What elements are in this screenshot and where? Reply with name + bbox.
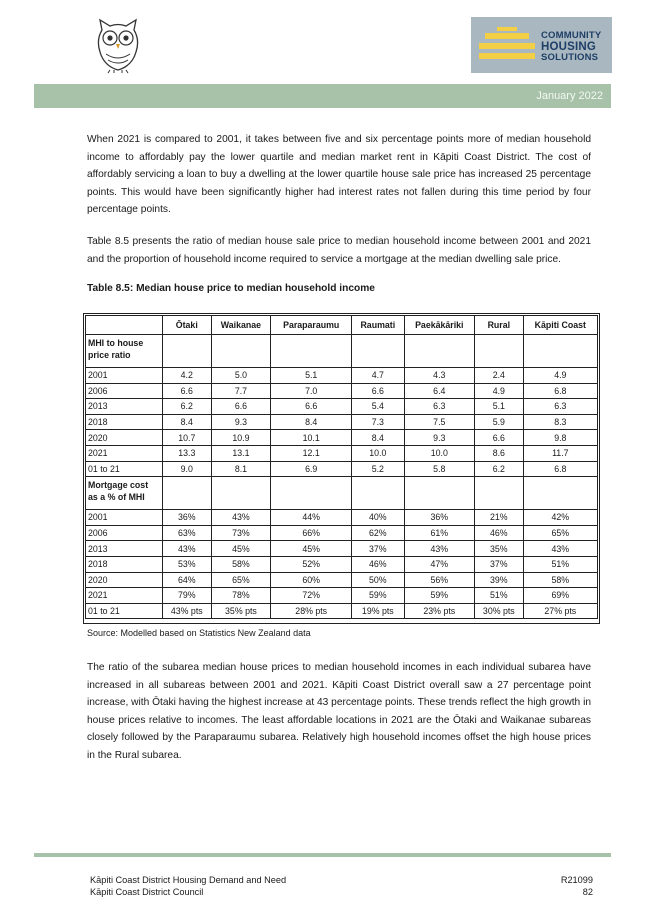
ratio-table <box>85 315 598 619</box>
table-cell: 51% <box>523 556 597 572</box>
empty-cell <box>523 477 597 510</box>
table-cell: 8.4 <box>271 414 352 430</box>
table-cell: 5.9 <box>475 414 524 430</box>
table-cell: 43% <box>404 541 475 557</box>
table-cell: 10.9 <box>211 430 271 446</box>
empty-cell <box>352 335 404 368</box>
empty-cell <box>163 335 212 368</box>
empty-cell <box>404 335 475 368</box>
footer-left <box>90 874 286 898</box>
table-cell: 73% <box>211 525 271 541</box>
footer-council: Kāpiti Coast District Council <box>90 887 204 897</box>
table-cell: 10.7 <box>163 430 212 446</box>
table-cell: 4.9 <box>475 383 524 399</box>
header-cell-otaki: Ōtaki <box>163 316 212 335</box>
table-row <box>86 445 598 461</box>
empty-cell <box>523 335 597 368</box>
table-cell: 10.0 <box>352 445 404 461</box>
table-cell: 43% <box>523 541 597 557</box>
table-cell: 44% <box>271 510 352 526</box>
table-row <box>86 510 598 526</box>
table-cell: 43% <box>211 510 271 526</box>
table-cell: 4.3 <box>404 368 475 384</box>
table-row <box>86 399 598 415</box>
table-cell: 6.4 <box>404 383 475 399</box>
empty-cell <box>211 335 271 368</box>
header-cell-raumati: Raumati <box>352 316 404 335</box>
table-frame <box>83 313 600 624</box>
table-cell: 6.8 <box>523 383 597 399</box>
table-cell: 52% <box>271 556 352 572</box>
header-cell-waikanae: Waikanae <box>211 316 271 335</box>
table-cell: 66% <box>271 525 352 541</box>
table-cell: 60% <box>271 572 352 588</box>
table-row <box>86 414 598 430</box>
table-row <box>86 603 598 619</box>
table-cell: 65% <box>211 572 271 588</box>
table-cell: 45% <box>271 541 352 557</box>
table-cell: 5.2 <box>352 461 404 477</box>
table-cell: 7.3 <box>352 414 404 430</box>
table-cell: 69% <box>523 588 597 604</box>
header-cell-rural: Rural <box>475 316 524 335</box>
empty-cell <box>404 477 475 510</box>
row-label: 2013 <box>86 399 163 415</box>
table-cell: 6.2 <box>163 399 212 415</box>
row-label: 2018 <box>86 414 163 430</box>
community-housing-solutions-logo <box>471 17 612 73</box>
empty-cell <box>163 477 212 510</box>
table-cell: 6.6 <box>163 383 212 399</box>
house-lines-icon <box>479 27 537 63</box>
table-cell: 9.3 <box>211 414 271 430</box>
table-cell: 5.4 <box>352 399 404 415</box>
table-cell: 42% <box>523 510 597 526</box>
table-row <box>86 572 598 588</box>
table-cell: 13.3 <box>163 445 212 461</box>
table-cell: 6.8 <box>523 461 597 477</box>
table-cell: 36% <box>163 510 212 526</box>
table-row <box>86 461 598 477</box>
table-row <box>86 368 598 384</box>
empty-cell <box>475 477 524 510</box>
table-cell: 6.2 <box>475 461 524 477</box>
table-cell: 58% <box>211 556 271 572</box>
table-cell: 46% <box>352 556 404 572</box>
section-header-row <box>86 335 598 368</box>
section-label: Mortgage cost as a % of MHI <box>86 477 163 510</box>
table-cell: 35% pts <box>211 603 271 619</box>
table-cell: 47% <box>404 556 475 572</box>
table-cell: 35% <box>475 541 524 557</box>
table-cell: 7.7 <box>211 383 271 399</box>
footer-report-code: R21099 <box>560 875 593 885</box>
empty-cell <box>271 477 352 510</box>
table-cell: 6.3 <box>404 399 475 415</box>
table-cell: 8.4 <box>163 414 212 430</box>
footer-right <box>561 874 593 898</box>
table-cell: 28% pts <box>271 603 352 619</box>
table-cell: 12.1 <box>271 445 352 461</box>
table-cell: 50% <box>352 572 404 588</box>
table-cell: 10.0 <box>404 445 475 461</box>
row-label: 2020 <box>86 572 163 588</box>
table-cell: 59% <box>404 588 475 604</box>
row-label: 01 to 21 <box>86 461 163 477</box>
header-cell-paekakariki: Paekākāriki <box>404 316 475 335</box>
table-cell: 53% <box>163 556 212 572</box>
paragraph-3: The ratio of the subarea median house prices to median household incomes in each individual subarea have increased in all subareas between 2001 and 2021. Kāpiti Coast District overall saw a 27 percentage point increase, with Ōtaki having the highest increase at 43 percentage points. These trends reflect the high growth in house prices relative to incomes. The least affordable locations in 2021 are the Ōtaki and Waikanae subareas closely followed by the Paraparaumu subarea. Relatively high household incomes offset the high house prices in the Rural subarea. <box>87 662 591 761</box>
table-cell: 9.8 <box>523 430 597 446</box>
table-cell: 6.9 <box>271 461 352 477</box>
table-cell: 8.3 <box>523 414 597 430</box>
header-date: January 2022 <box>536 90 603 102</box>
table-cell: 6.6 <box>271 399 352 415</box>
empty-cell <box>475 335 524 368</box>
table-cell: 9.3 <box>404 430 475 446</box>
row-label: 2018 <box>86 556 163 572</box>
table-cell: 61% <box>404 525 475 541</box>
row-label: 2001 <box>86 368 163 384</box>
table-cell: 65% <box>523 525 597 541</box>
table-cell: 4.2 <box>163 368 212 384</box>
table-cell: 7.0 <box>271 383 352 399</box>
table-cell: 5.0 <box>211 368 271 384</box>
table-cell: 13.1 <box>211 445 271 461</box>
footer-page-number: 82 <box>582 887 593 897</box>
row-label: 2021 <box>86 445 163 461</box>
table-cell: 8.1 <box>211 461 271 477</box>
table-row <box>86 541 598 557</box>
section-label: MHI to house price ratio <box>86 335 163 368</box>
header-cell-blank <box>86 316 163 335</box>
table-source: Source: Modelled based on Statistics New Zealand data <box>87 628 311 638</box>
table-row <box>86 556 598 572</box>
table-cell: 8.6 <box>475 445 524 461</box>
logo-word-3: SOLUTIONS <box>541 52 599 63</box>
table-cell: 56% <box>404 572 475 588</box>
table-row <box>86 383 598 399</box>
table-cell: 5.8 <box>404 461 475 477</box>
table-header-row <box>86 316 598 335</box>
empty-cell <box>271 335 352 368</box>
row-label: 2021 <box>86 588 163 604</box>
table-cell: 78% <box>211 588 271 604</box>
table-cell: 36% <box>404 510 475 526</box>
row-label: 2013 <box>86 541 163 557</box>
section-header-row <box>86 477 598 510</box>
table-cell: 8.4 <box>352 430 404 446</box>
table-cell: 4.9 <box>523 368 597 384</box>
table-cell: 30% pts <box>475 603 524 619</box>
table-cell: 59% <box>352 588 404 604</box>
table-cell: 72% <box>271 588 352 604</box>
table-cell: 37% <box>352 541 404 557</box>
table-cell: 58% <box>523 572 597 588</box>
table-cell: 19% pts <box>352 603 404 619</box>
table-cell: 46% <box>475 525 524 541</box>
row-label: 2006 <box>86 525 163 541</box>
table-cell: 21% <box>475 510 524 526</box>
header-band <box>34 84 611 108</box>
table-cell: 43% <box>163 541 212 557</box>
table-cell: 9.0 <box>163 461 212 477</box>
footer-band <box>34 853 611 857</box>
table-cell: 6.6 <box>211 399 271 415</box>
header-cell-kapiti-coast: Kāpiti Coast <box>523 316 597 335</box>
table-cell: 37% <box>475 556 524 572</box>
table-cell: 45% <box>211 541 271 557</box>
table-cell: 43% pts <box>163 603 212 619</box>
table-cell: 11.7 <box>523 445 597 461</box>
table-cell: 51% <box>475 588 524 604</box>
table-row <box>86 525 598 541</box>
row-label: 2020 <box>86 430 163 446</box>
table-cell: 2.4 <box>475 368 524 384</box>
table-cell: 64% <box>163 572 212 588</box>
logo-word-2: HOUSING <box>541 41 597 53</box>
table-cell: 6.6 <box>475 430 524 446</box>
empty-cell <box>352 477 404 510</box>
table-cell: 27% pts <box>523 603 597 619</box>
table-cell: 79% <box>163 588 212 604</box>
table-cell: 10.1 <box>271 430 352 446</box>
table-cell: 5.1 <box>271 368 352 384</box>
table-cell: 7.5 <box>404 414 475 430</box>
table-row <box>86 588 598 604</box>
paragraph-1: When 2021 is compared to 2001, it takes between five and six percentage points more of median household income to affordably pay the lower quartile and median market rent in Kāpiti Coast District. The cost of affordably servicing a loan to buy a dwelling at the lower quartile house sale price has increased 25 percentage points. This would have been significantly higher had interest rates not fallen during this time period by four percentage points. <box>87 134 591 216</box>
table-cell: 23% pts <box>404 603 475 619</box>
table-cell: 4.7 <box>352 368 404 384</box>
logo-word-1: COMMUNITY <box>541 30 602 41</box>
table-caption: Table 8.5: Median house price to median household income <box>87 283 375 294</box>
row-label: 2001 <box>86 510 163 526</box>
table-cell: 6.3 <box>523 399 597 415</box>
table-cell: 39% <box>475 572 524 588</box>
row-label: 01 to 21 <box>86 603 163 619</box>
footer-document-title: Kāpiti Coast District Housing Demand and Need <box>90 875 287 885</box>
paragraph-2: Table 8.5 presents the ratio of median house sale price to median household income between 2001 and 2021 and the proportion of household income required to service a mortgage at the median dwelling sale price. <box>87 236 591 265</box>
table-cell: 40% <box>352 510 404 526</box>
table-cell: 5.1 <box>475 399 524 415</box>
table-cell: 63% <box>163 525 212 541</box>
owl-logo <box>94 16 142 74</box>
table-row <box>86 430 598 446</box>
empty-cell <box>211 477 271 510</box>
table-cell: 6.6 <box>352 383 404 399</box>
header-cell-paraparaumu: Paraparaumu <box>271 316 352 335</box>
table-cell: 62% <box>352 525 404 541</box>
row-label: 2006 <box>86 383 163 399</box>
